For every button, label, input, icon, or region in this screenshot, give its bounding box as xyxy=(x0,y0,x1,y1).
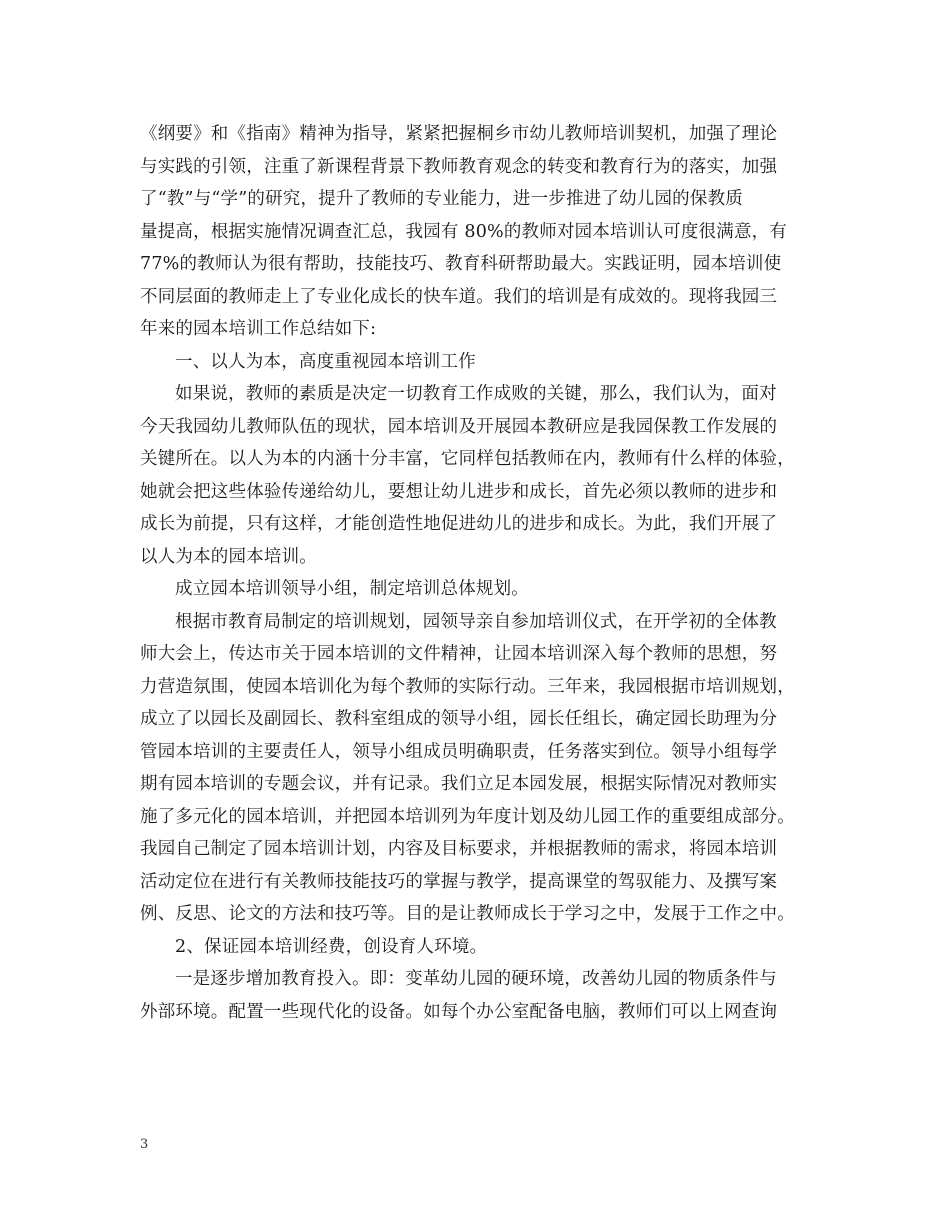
text-line: 管园本培训的主要责任人，领导小组成员明确职责，任务落实到位。领导小组每学 xyxy=(140,741,778,762)
text-line: 了“教”与“学”的研究，提升了教师的专业能力，进一步推进了幼儿园的保教质 xyxy=(140,189,743,209)
text-line: 量提高，根据实施情况调查汇总，我园有 80%的教师对园本培训认可度很满意，有 xyxy=(140,221,788,242)
text-line: 师大会上，传达市关于园本培训的文件精神，让园本培训深入每个教师的思想，努 xyxy=(140,644,778,664)
text-line: 根据市教育局制定的培训规划，园领导亲自参加培训仪式，在开学初的全体教 xyxy=(175,611,777,632)
text-line: 我园自己制定了园本培训计划，内容及目标要求，并根据教师的需求，将园本培训 xyxy=(140,839,778,859)
text-line: 一是逐步增加教育投入。即：变革幼儿园的硬环境，改善幼儿园的物质条件与 xyxy=(175,969,777,989)
text-line: 力营造氛围，使园本培训化为每个教师的实际行动。三年来，我园根据市培训规划， xyxy=(140,676,795,697)
text-line: 今天我园幼儿教师队伍的现状，园本培训及开展园本教研应是我园保教工作发展的 xyxy=(140,416,778,437)
text-line: 以人为本的园本培训。 xyxy=(140,546,317,567)
text-line: 她就会把这些体验传递给幼儿，要想让幼儿进步和成长，首先必须以教师的进步和 xyxy=(140,481,778,502)
text-line: 成长为前提，只有这样，才能创造性地促进幼儿的进步和成长。为此，我们开展了 xyxy=(140,514,778,534)
text-line: 《纲要》和《指南》精神为指导，紧紧把握桐乡市幼儿教师培训契机，加强了理论 xyxy=(140,124,778,144)
text-line: 成立了以园长及副园长、教科室组成的领导小组，园长任组长，确定园长助理为分 xyxy=(140,709,778,729)
body-text xyxy=(140,118,828,1028)
text-line: 如果说，教师的素质是决定一切教育工作成败的关键，那么，我们认为，面对 xyxy=(175,384,777,404)
text-line: 与实践的引领，注重了新课程背景下教师教育观念的转变和教育行为的落实，加强 xyxy=(140,156,778,177)
text-line: 期有园本培训的专题会议，并有记录。我们立足本园发展，根据实际情况对教师实 xyxy=(140,774,778,794)
text-line: 外部环境。配置一些现代化的设备。如每个办公室配备电脑，教师们可以上网查询 xyxy=(140,1001,778,1022)
text-line: 2、保证园本培训经费，创设育人环境。 xyxy=(175,936,488,957)
page-number: 3 xyxy=(140,1137,149,1152)
text-line: 施了多元化的园本培训，并把园本培训列为年度计划及幼儿园工作的重要组成部分。 xyxy=(140,806,795,827)
text-line: 一、以人为本，高度重视园本培训工作 xyxy=(175,351,476,372)
text-line: 例、反思、论文的方法和技巧等。目的是让教师成长于学习之中，发展于工作之中。 xyxy=(140,904,795,924)
text-line: 关键所在。以人为本的内涵十分丰富，它同样包括教师在内，教师有什么样的体验， xyxy=(140,449,795,469)
text-line: 成立园本培训领导小组，制定培训总体规划。 xyxy=(175,579,529,599)
text-line: 77%的教师认为很有帮助，技能技巧、教育科研帮助最大。实践证明，园本培训使 xyxy=(140,254,782,274)
text-line: 不同层面的教师走上了专业化成长的快车道。我们的培训是有成效的。现将我园三 xyxy=(140,286,778,307)
text-line: 年来的园本培训工作总结如下: xyxy=(140,319,377,339)
text-line: 活动定位在进行有关教师技能技巧的掌握与教学，提高课堂的驾驭能力、及撰写案 xyxy=(140,871,778,892)
